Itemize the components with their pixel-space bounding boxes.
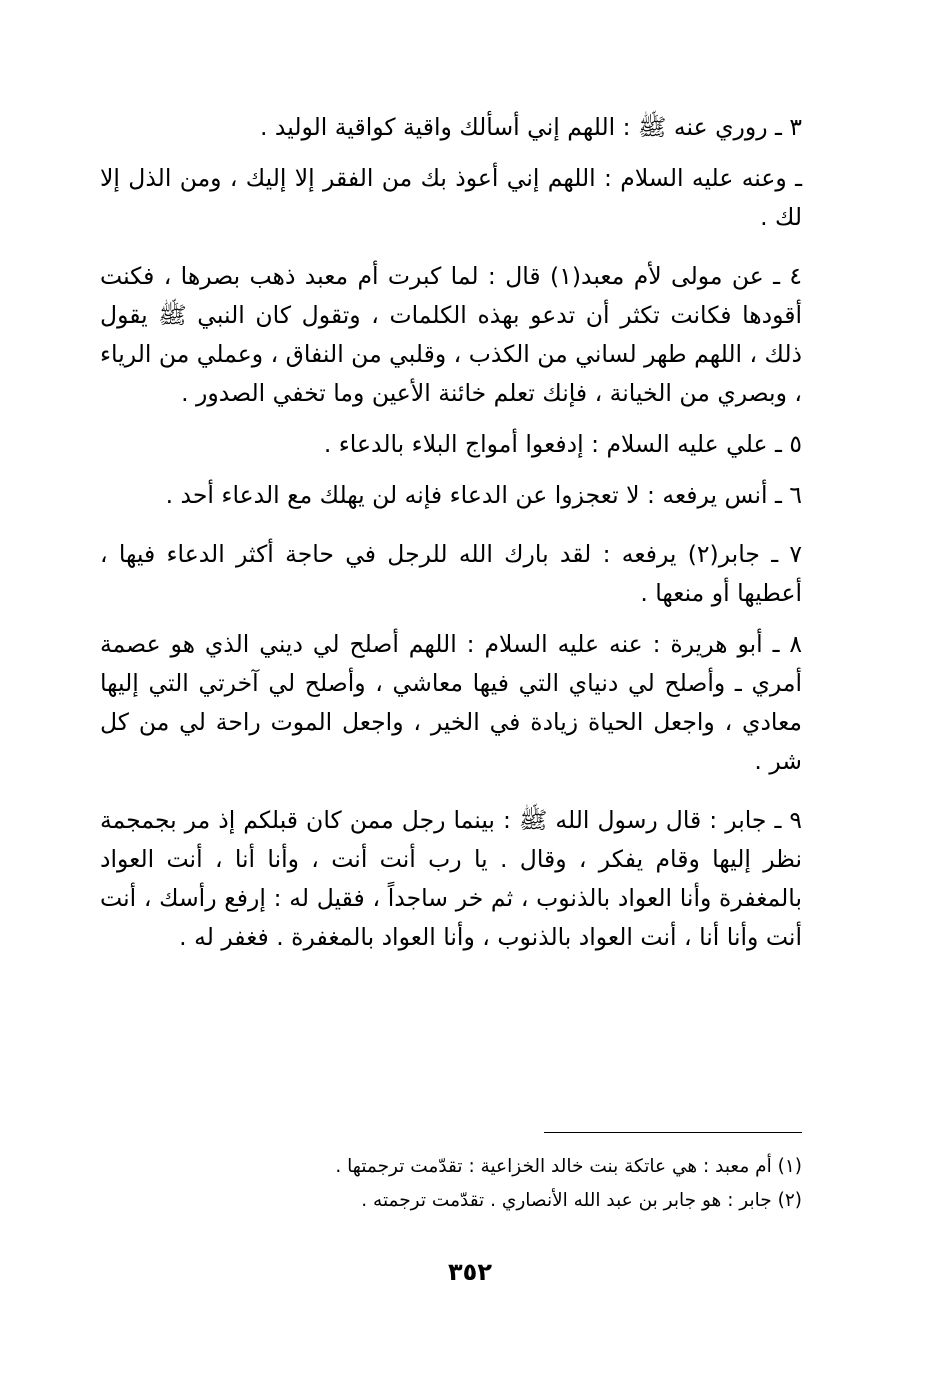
hadith-4: ٤ ـ عن مولى لأم معبد(١) قال : لما كبرت أم معبد ذهب بصرها ، فكنت أقودها فكانت تكثر أن تدعو بهذه الكلمات ، وتقول كان النبي ﷺ يقول ذلك ، اللهم طهر لساني من الكذب ، وقلبي من النفاق ، وعملي من الرياء ، وبصري من الخيانة ، فإنك تعلم خائنة الأعين وما تخفي الصدور . [99,262,802,407]
hadith-6: ٦ ـ أنس يرفعه : لا تعجزوا عن الدعاء فإنه لن يهلك مع الدعاء أحد . [165,481,802,509]
footnote-divider [544,1132,802,1133]
hadith-3-continued: ـ وعنه عليه السلام : اللهم إني أعوذ بك من الفقر إلا إليك ، ومن الذل إلا لك . [100,164,802,231]
main-text [100,108,802,969]
hadith-7: ٧ ـ جابر(٢) يرفعه : لقد بارك الله للرجل في حاجة أكثر الدعاء فيها ، أعطيها أو منعها . [100,540,802,607]
hadith-8: ٨ ـ أبو هريرة : عنه عليه السلام : اللهم أصلح لي ديني الذي هو عصمة أمري ـ وأصلح لي دنياي التي فيها معاشي ، وأصلح لي آخرتي التي إليها معادي ، واجعل الحياة زيادة في الخير ، واجعل الموت راحة لي من كل شر . [100,630,802,775]
page-number: ٣٥٢ [448,1258,492,1286]
footnote-1: (١) أم معبد : هي عاتكة بنت خالد الخزاعية : تقدّمت ترجمتها . [335,1156,802,1177]
footnote-2: (٢) جابر : هو جابر بن عبد الله الأنصاري . تقدّمت ترجمته . [361,1190,802,1211]
hadith-9: ٩ ـ جابر : قال رسول الله ﷺ : بينما رجل ممن كان قبلكم إذ مر بجمجمة نظر إليها وقام يفكر ، وقال . يا رب أنت أنت ، وأنا أنا ، أنت العواد بالمغفرة وأنا العواد بالذنوب ، ثم خر ساجداً ، فقيل له : إرفع رأسك ، أنت أنت وأنا أنا ، أنت العواد بالذنوب ، وأنا العواد بالمغفرة . فغفر له . [100,806,802,951]
footnotes [100,1150,802,1218]
hadith-3: ٣ ـ روري عنه ﷺ : اللهم إني أسألك واقية كواقية الوليد . [259,113,802,141]
hadith-5: ٥ ـ علي عليه السلام : إدفعوا أمواج البلاء بالدعاء . [323,430,802,458]
